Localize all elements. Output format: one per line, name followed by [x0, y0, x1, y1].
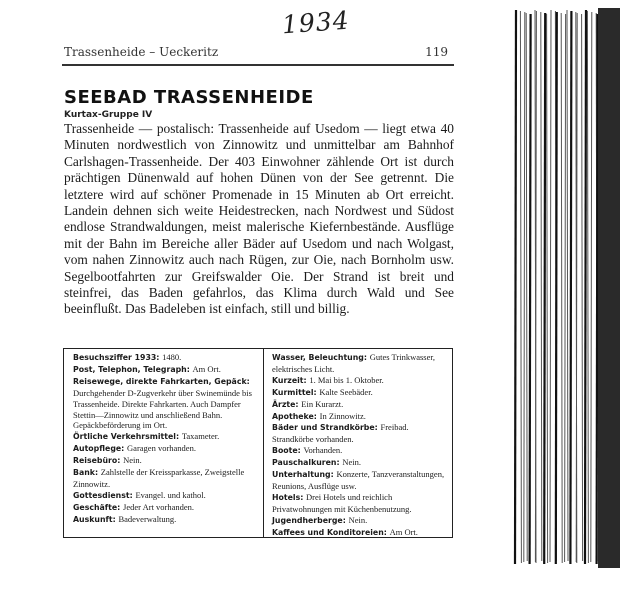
fact-value: Gutes Trinkwasser, elektrisches Licht. [272, 352, 435, 374]
section-subtitle: Kurtax-Gruppe IV [64, 110, 153, 120]
fact-label: Kurmittel: [272, 387, 320, 397]
fact-value: Jeder Art vorhanden. [123, 501, 195, 512]
fact-entry [272, 422, 448, 445]
page-number: 119 [425, 45, 448, 59]
fact-entry [272, 375, 448, 387]
fact-value: In Zinnowitz. [319, 410, 366, 421]
fact-value: Drei Hotels und reichlich Privatwohnungen mit Küchenbenutzung. [272, 491, 412, 514]
fact-label: Örtliche Verkehrsmittel: [73, 432, 182, 442]
book-page-edges [510, 8, 623, 568]
fact-entry [73, 364, 261, 376]
fact-label: Geschäfte: [73, 502, 124, 512]
fact-label: Apotheke: [272, 411, 320, 421]
facts-column-left [73, 352, 261, 526]
fact-value: Freibad. Strandkörbe vorhanden. [272, 422, 409, 445]
fact-label: Kurzeit: [272, 375, 310, 385]
fact-entry [272, 411, 448, 423]
page-edge-line [585, 10, 586, 564]
fact-label: Post, Telephon, Telegraph: [73, 364, 193, 374]
fact-value: Ein Kurarzt. [301, 398, 344, 409]
fact-value: Nein. [348, 514, 368, 525]
fact-value: Taxameter. [181, 431, 220, 442]
fact-entry [272, 469, 448, 492]
fact-value: Nein. [123, 455, 142, 466]
fact-value: Konzerte, Tanzveranstaltungen, Reunions, Ausflüge usw. [272, 469, 445, 491]
fact-label: Reisewege, direkte Fahrkarten, Gepäck: [73, 376, 250, 386]
page-edge-line [570, 11, 571, 564]
fact-value: Am Ort. [389, 526, 418, 537]
fact-value: Zahlstelle der Kreissparkasse, Zweigstelle Zinnowitz. [73, 467, 245, 489]
fact-entry [272, 387, 448, 399]
fact-label: Gottesdienst: [73, 490, 136, 500]
handwritten-year-annotation: 1934 [281, 5, 351, 40]
fact-value: Evangel. und kathol. [135, 489, 206, 500]
fact-label: Wasser, Beleuchtung: [272, 353, 370, 362]
fact-value: Kalte Seebäder. [319, 386, 373, 397]
facts-column-right [272, 352, 448, 539]
fact-label: Kaffees und Konditoreien: [272, 527, 390, 537]
fact-entry [272, 492, 448, 515]
fact-value: Badeverwaltung. [118, 513, 177, 524]
column-divider [263, 349, 264, 537]
section-title: SEEBAD TRASSENHEIDE [64, 87, 314, 108]
fact-entry [73, 455, 261, 467]
description-paragraph: Trassenheide — postalisch: Trassenheide auf Usedom — liegt etwa 40 Minuten nordwestlich von Zinnowitz und unmittelbar am Bahnhof Carlshagen-Trassenheide. Der 403 Einwohner zählende Ort ist durch prächtigen Dünenwald auf hohen Dünen von der See getrennt. Die letztere wird auf schöner Promenade in 15 Minuten ab Ort erreicht. Landein dehnen sich weite Heidestrecken, nach Nordwest und Südost endlose Strandwaldungen, meist malerische Kiefernbestände. Ausflüge mit der Bahn im Bereiche aller Bäder auf Usedom und nach Wolgast, vom nahen Zinnowitz auch nach Rügen, zur Oie, nach Bornholm usw. Segelbootfahrten zur Greifswalder Oie. Der Strand ist breit und steinfrei, das Baden gefahrlos, das Klima durch Wald und See beeinflußt. Das Badeleben ist einfach, still und billig. [64, 121, 454, 317]
fact-label: Ärzte: [272, 399, 302, 409]
fact-value: Durchgehender D-Zugverkehr über Swinemünde bis Trassenheide. Direkte Fahrkarten. Auch Dampfer Stettin—Zinnowitz und anschließend Bahn. Gepäckbeförderung im Ort. [73, 387, 252, 431]
header-title: Trassenheide – Ueckeritz [64, 45, 219, 59]
fact-label: Besuchsziffer 1933: [73, 353, 163, 362]
fact-entry [73, 467, 261, 490]
fact-value: Garagen vorhanden. [127, 443, 196, 454]
fact-entry [272, 515, 448, 527]
fact-entry [272, 457, 448, 469]
fact-label: Boote: [272, 446, 304, 456]
fact-entry [272, 352, 448, 375]
fact-entry [73, 443, 261, 455]
fact-value: 1. Mai bis 1. Oktober. [309, 374, 384, 385]
page-edge-line [544, 13, 545, 564]
page-edge-line [556, 12, 557, 564]
fact-label: Reisebüro: [73, 456, 124, 466]
fact-entry [73, 490, 261, 502]
fact-value: Nein. [342, 457, 361, 468]
fact-entry [73, 502, 261, 514]
fact-label: Auskunft: [73, 514, 119, 524]
fact-label: Hotels: [272, 492, 307, 502]
fact-value: 1480. [162, 352, 182, 362]
fact-entry [73, 352, 261, 364]
fact-label: Autopflege: [73, 444, 128, 454]
fact-entry [272, 399, 448, 411]
fact-label: Bank: [73, 468, 101, 478]
page-edge-line [597, 14, 598, 564]
fact-value: Vorhanden. [303, 445, 343, 456]
page-edge-line [530, 14, 531, 564]
header-rule [62, 64, 454, 66]
fact-entry [73, 376, 261, 432]
fact-label: Jugendherberge: [272, 515, 349, 525]
fact-entry [73, 431, 261, 443]
page-edge-line [515, 10, 516, 564]
facts-box [63, 348, 453, 538]
fact-value: Am Ort. [192, 363, 221, 374]
fact-entry [272, 527, 448, 539]
fact-entry [272, 445, 448, 457]
fact-label: Unterhaltung: [272, 470, 337, 480]
fact-label: Bäder und Strandkörbe: [272, 423, 381, 433]
fact-entry [73, 514, 261, 526]
fact-label: Pauschalkuren: [272, 458, 343, 468]
book-spine-shadow [598, 8, 620, 568]
